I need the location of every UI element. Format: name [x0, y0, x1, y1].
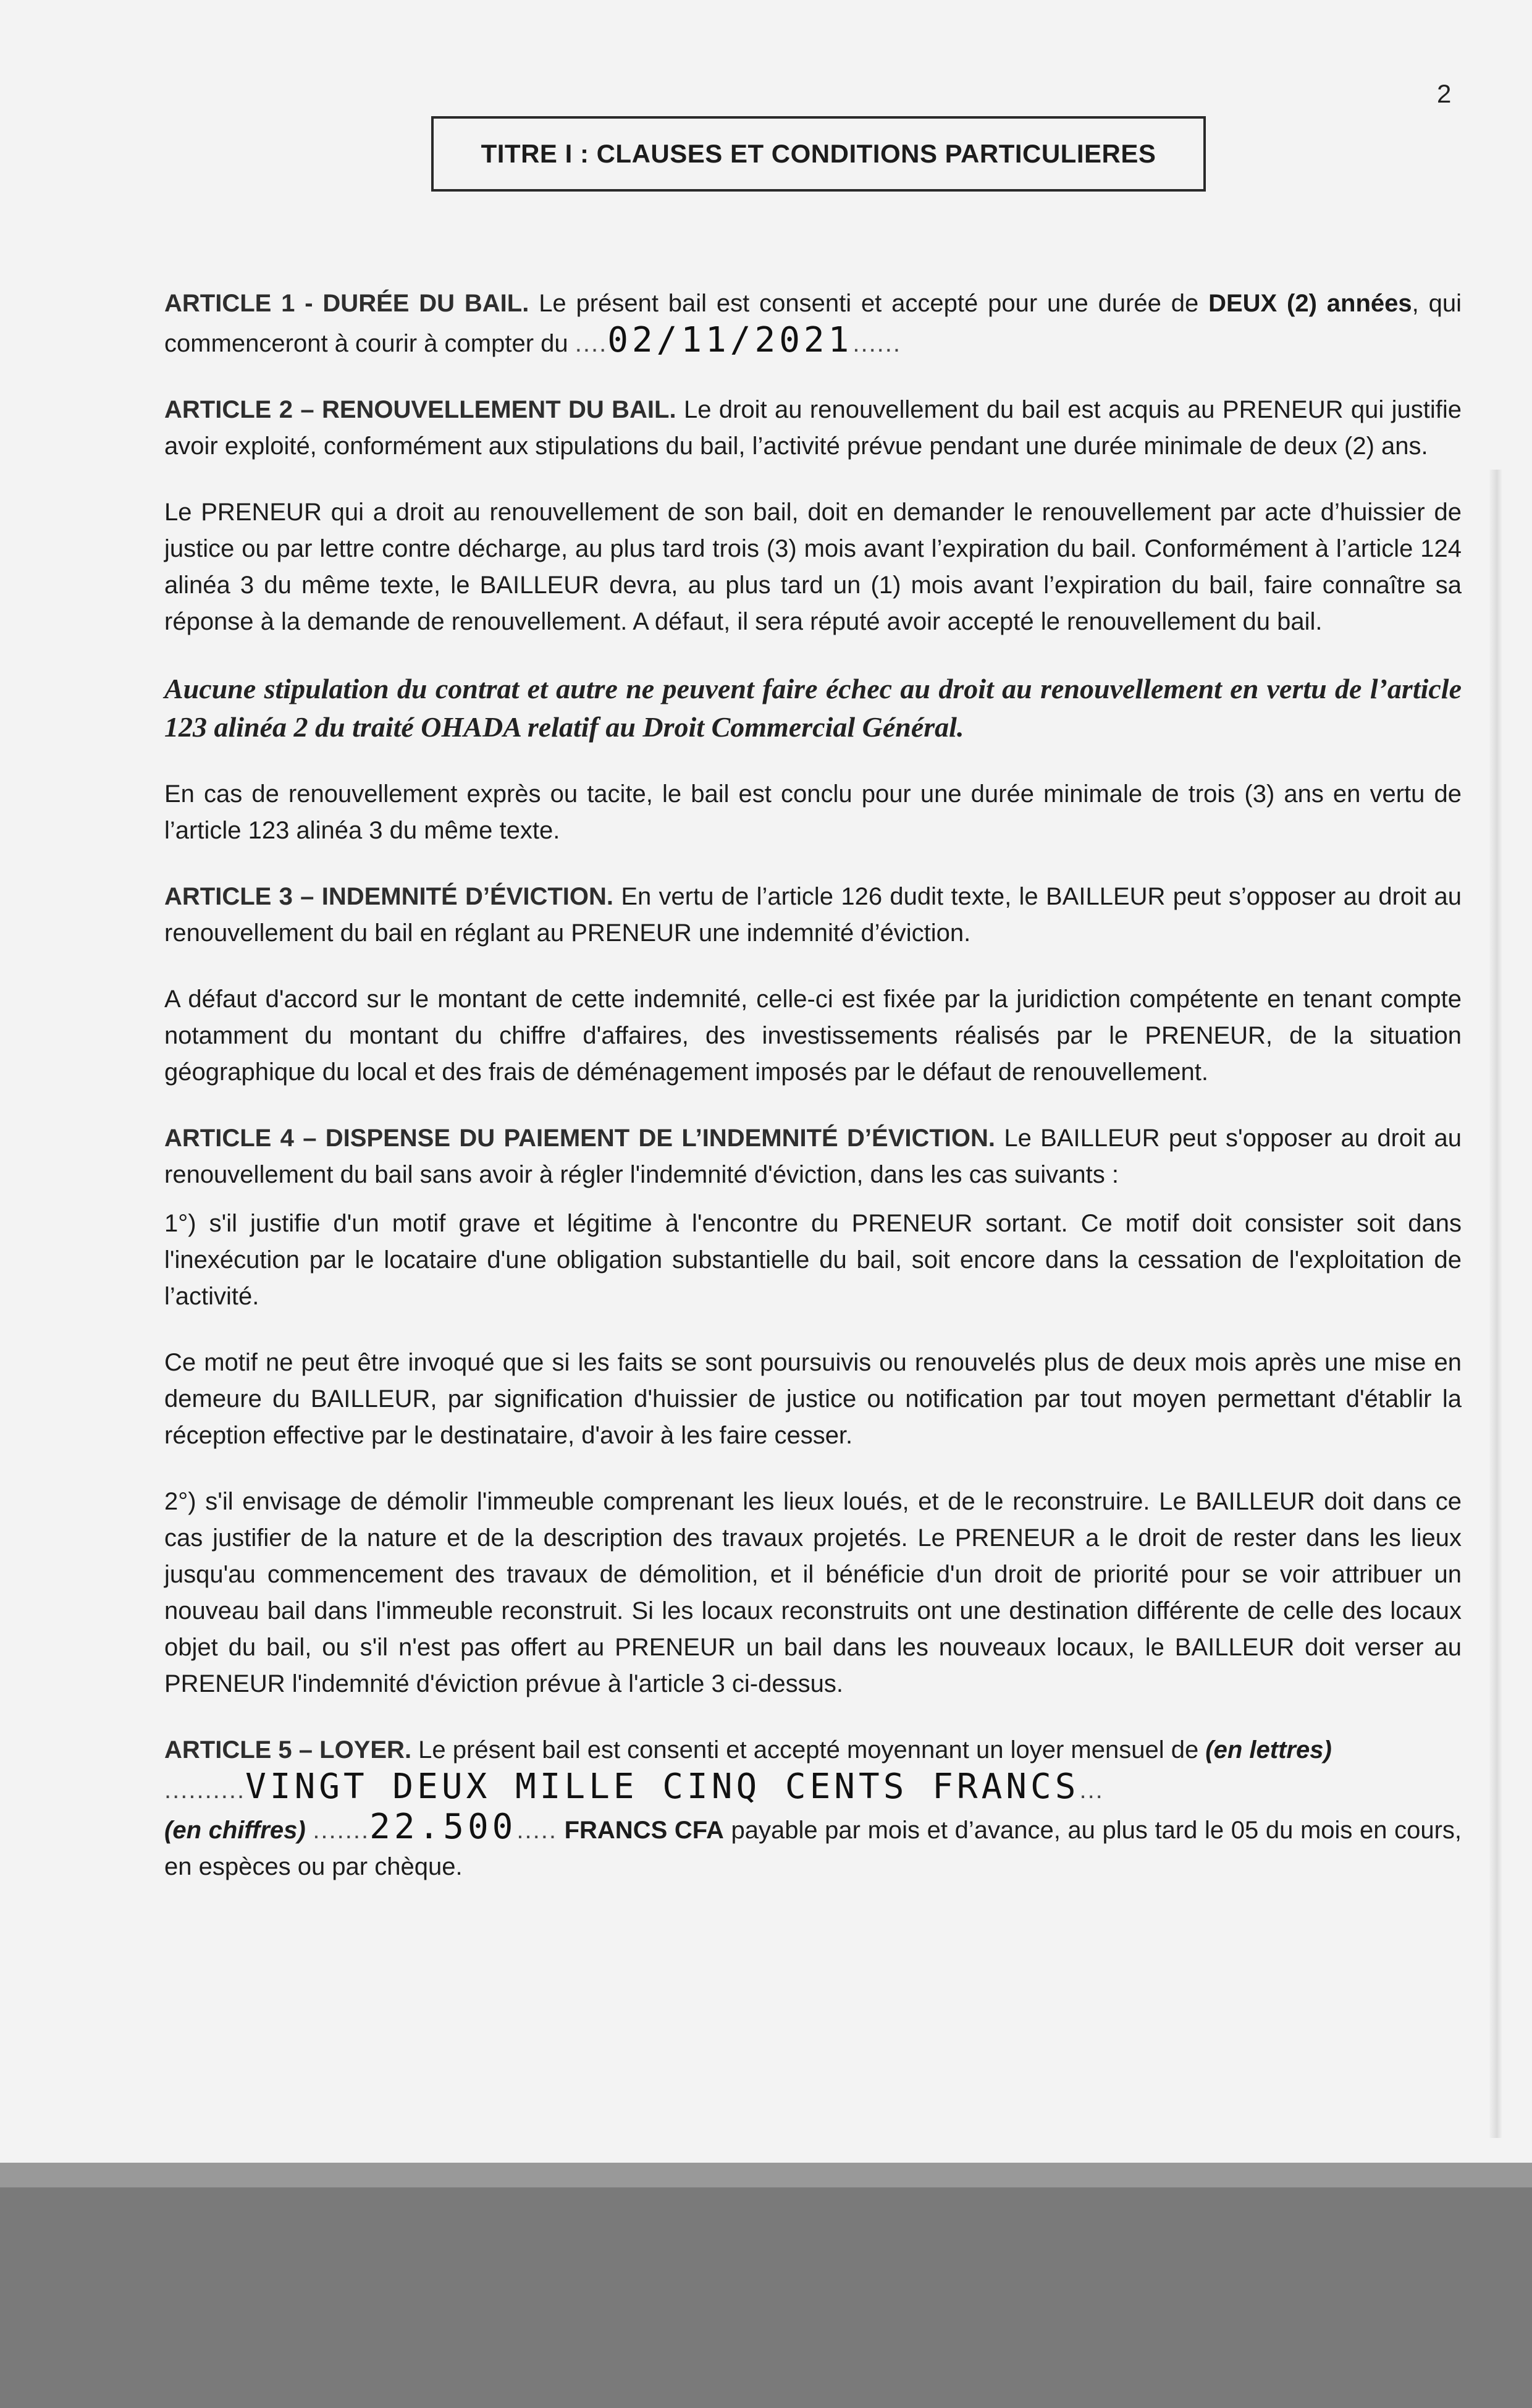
- article-3-paragraph-2: A défaut d'accord sur le montant de cette indemnité, celle-ci est fixée par la juridiction compétente en tenant compte notamment du montant du chiffre d'affaires, des investissements réalisés par le PRENEUR, de la situation géographique du local et des frais de déménagement imposés par le défaut de renouvellement.: [164, 986, 1462, 1086]
- article-1-text-2: , qui commenceront à courir à compter du: [164, 290, 1462, 357]
- article-1-text: Le présent bail est consenti et accepté pour une durée de: [529, 290, 1209, 317]
- article-5-title: ARTICLE 5 – LOYER.: [164, 1736, 412, 1764]
- article-5-handwritten-amount-digits: 22.500: [369, 1807, 517, 1847]
- article-5-paragraph: [164, 1732, 1462, 1885]
- article-2-paragraph-4: En cas de renouvellement exprès ou tacite, le bail est conclu pour une durée minimale de trois (3) ans en vertu de l’article 123 alinéa 3 du même texte.: [164, 780, 1462, 844]
- article-1-dots-after: ......: [852, 330, 902, 357]
- article-3-text-1: En vertu de l’article 126 dudit texte, le BAILLEUR peut s’opposer au droit au renouvellement du bail en réglant au PRENEUR une indemnité d’éviction.: [164, 883, 1462, 947]
- article-5-text: Le présent bail est consenti et accepté moyennant un loyer mensuel de: [411, 1736, 1206, 1764]
- article-2-paragraph-2: Le PRENEUR qui a droit au renouvellement de son bail, doit en demander le renouvellement par acte d’huissier de justice ou par lettre contre décharge, au plus tard trois (3) mois avant l’expiration du bail. Conformément à l’article 124 alinéa 3 du même texte, le BAILLEUR devra, au plus tard un (1) mois avant l’expiration du bail, faire connaître sa réponse à la demande de renouvellement. A défaut, il sera réputé avoir accepté le renouvellement du bail.: [164, 499, 1462, 635]
- article-4-text-1: Le BAILLEUR peut s'opposer au droit au renouvellement du bail sans avoir à régler l'indemnité d'éviction, dans les cas suivants :: [164, 1125, 1462, 1188]
- article-2-title: ARTICLE 2 – RENOUVELLEMENT DU BAIL.: [164, 396, 676, 423]
- article-5-dots-before-digits: .......: [313, 1817, 370, 1844]
- article-5-en-lettres: (en lettres): [1205, 1736, 1332, 1764]
- paper-shadow-edge: [1489, 470, 1502, 2138]
- article-2-paragraph-1: [164, 392, 1462, 465]
- article-5-dots-before-words: ..........: [164, 1776, 246, 1804]
- article-5-dots-after-words: ...: [1079, 1776, 1104, 1804]
- document-body: [164, 285, 1462, 1915]
- article-1-dots-before: ....: [574, 330, 608, 357]
- article-2-emphasis-paragraph: Aucune stipulation du contrat et autre ne peuvent faire échec au droit au renouvellement en vertu de l’article 123 alinéa 2 du traité OHADA relatif au Droit Commercial Général.: [164, 673, 1462, 743]
- article-4-paragraph-3: Ce motif ne peut être invoqué que si les faits se sont poursuivis ou renouvelés plus de deux mois après une mise en demeure du BAILLEUR, par signification d'huissier de justice ou notification par tout moyen permettant d'établir la réception effective par le destinataire, d'avoir à les faire cesser.: [164, 1349, 1462, 1449]
- article-1-title: ARTICLE 1 - DURÉE DU BAIL.: [164, 290, 529, 317]
- section-title: TITRE I : CLAUSES ET CONDITIONS PARTICULIERES: [431, 116, 1206, 192]
- article-4-paragraph-2: 1°) s'il justifie d'un motif grave et légitime à l'encontre du PRENEUR sortant. Ce motif doit consister soit dans l'inexécution par le locataire d'une obligation substantielle du bail, soit encore dans la cessation de l'exploitation de l’activité.: [164, 1210, 1462, 1310]
- page-number: 2: [1437, 79, 1452, 108]
- article-5-dots-after-digits: .....: [516, 1817, 557, 1844]
- article-5-text-2: payable par mois et d’avance, au plus tard le 05 du mois en cours, en espèces ou par chèque.: [164, 1817, 1462, 1880]
- article-4-paragraph-1: [164, 1120, 1462, 1193]
- article-5-en-chiffres: (en chiffres): [164, 1817, 306, 1844]
- article-2-text-1: Le droit au renouvellement du bail est acquis au PRENEUR qui justifie avoir exploité, conformément aux stipulations du bail, l’activité prévue pendant une durée minimale de deux (2) ans.: [164, 396, 1462, 460]
- article-1-handwritten-date: 02/11/2021: [607, 320, 853, 360]
- article-5-currency: FRANCS CFA: [564, 1817, 724, 1844]
- article-5-handwritten-amount-words: VINGT DEUX MILLE CINQ CENTS FRANCS: [245, 1767, 1080, 1807]
- article-4-title: ARTICLE 4 – DISPENSE DU PAIEMENT DE L’INDEMNITÉ D’ÉVICTION.: [164, 1125, 996, 1152]
- scan-bottom-band: [0, 2163, 1532, 2187]
- article-3-paragraph-1: [164, 879, 1462, 952]
- article-3-title: ARTICLE 3 – INDEMNITÉ D’ÉVICTION.: [164, 883, 614, 910]
- article-4-paragraph-4: 2°) s'il envisage de démolir l'immeuble comprenant les lieux loués, et de le reconstruire. Le BAILLEUR doit dans ce cas justifier de la nature et de la description des travaux projetés. Le PRENEUR a le droit de rester dans les lieux jusqu'au commencement des travaux de démolition, et il bénéficie d'un droit de priorité pour se voir attribuer un nouveau bail dans l'immeuble reconstruit. Si les locaux reconstruits ont une destination différente de celle des locaux objet du bail, ou s'il n'est pas offert au PRENEUR un bail dans les nouveaux locaux, le BAILLEUR doit verser au PRENEUR l'indemnité d'éviction prévue à l'article 3 ci-dessus.: [164, 1488, 1462, 1697]
- article-1-duration: DEUX (2) années: [1208, 290, 1412, 317]
- article-1-paragraph: [164, 285, 1462, 362]
